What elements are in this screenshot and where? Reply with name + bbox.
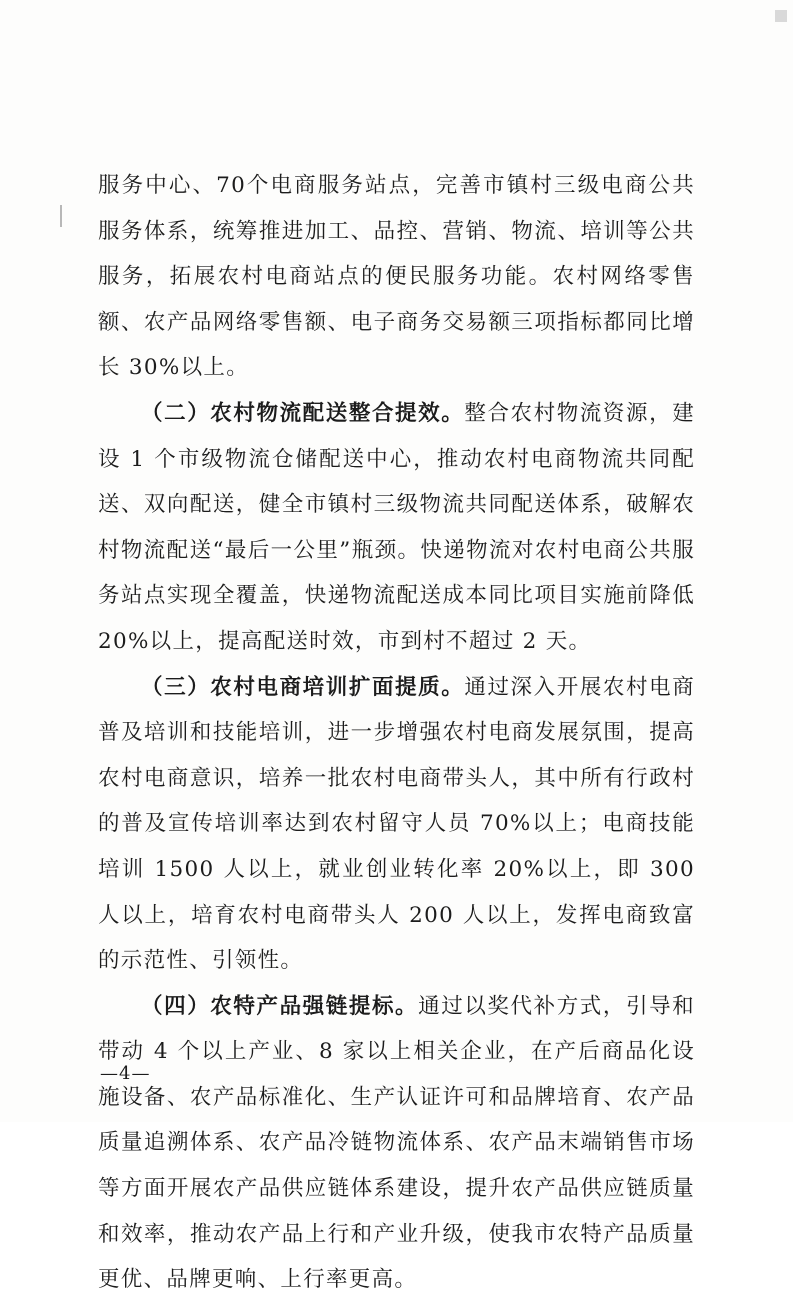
paragraph-text: 服务中心、70个电商服务站点，完善市镇村三级电商公共服务体系，统筹推进加工、品控、营销、物流、培训等公共服务，拓展农村电商站点的便民服务功能。农村网络零售额、农产品网络零售额、电子商务交易额三项指标都同比增长 30%以上。 [98,173,695,381]
paragraph-text: 通过深入开展农村电商普及培训和技能培训，进一步增强农村电商发展氛围，提高农村电商意识，培养一批农村电商带头人，其中所有行政村的普及宣传培训率达到农村留守人员 70%以上；电商技能培训 1500 人以上，就业创业转化率 20%以上，即 300 人以上，培育农村电商带头人 200 人以上，发挥电商致富的示范性、引领性。 [98,674,695,974]
document-body [98,163,695,1303]
scan-artifact [60,205,62,227]
paragraph-products [98,984,695,1303]
paragraph-heading: （四）农特产品强链提标。 [141,993,419,1019]
page-number: —4— [100,1063,151,1084]
paragraph-heading: （二）农村物流配送整合提效。 [141,400,465,426]
paragraph-training [98,665,695,984]
scan-artifact [775,10,787,22]
paragraph-text: 整合农村物流资源，建设 1 个市级物流仓储配送中心，推动农村电商物流共同配送、双向配送，健全市镇村三级物流共同配送体系，破解农村物流配送“最后一公里”瓶颈。快递物流对农村电商公共服务站点实现全覆盖，快递物流配送成本同比项目实施前降低 20%以上，提高配送时效，市到村不超过 2 天。 [98,400,695,654]
paragraph-logistics [98,391,695,665]
paragraph-heading: （三）农村电商培训扩面提质。 [141,674,465,700]
paragraph-continued [98,163,695,391]
paragraph-text: 通过以奖代补方式，引导和带动 4 个以上产业、8 家以上相关企业，在产后商品化设施设备、农产品标准化、生产认证许可和品牌培育、农产品质量追溯体系、农产品冷链物流体系、农产品末端销售市场等方面开展农产品供应链体系建设，提升农产品供应链质量和效率，推动农产品上行和产业升级，使我市农特产品质量更优、品牌更响、上行率更高。 [98,993,695,1293]
